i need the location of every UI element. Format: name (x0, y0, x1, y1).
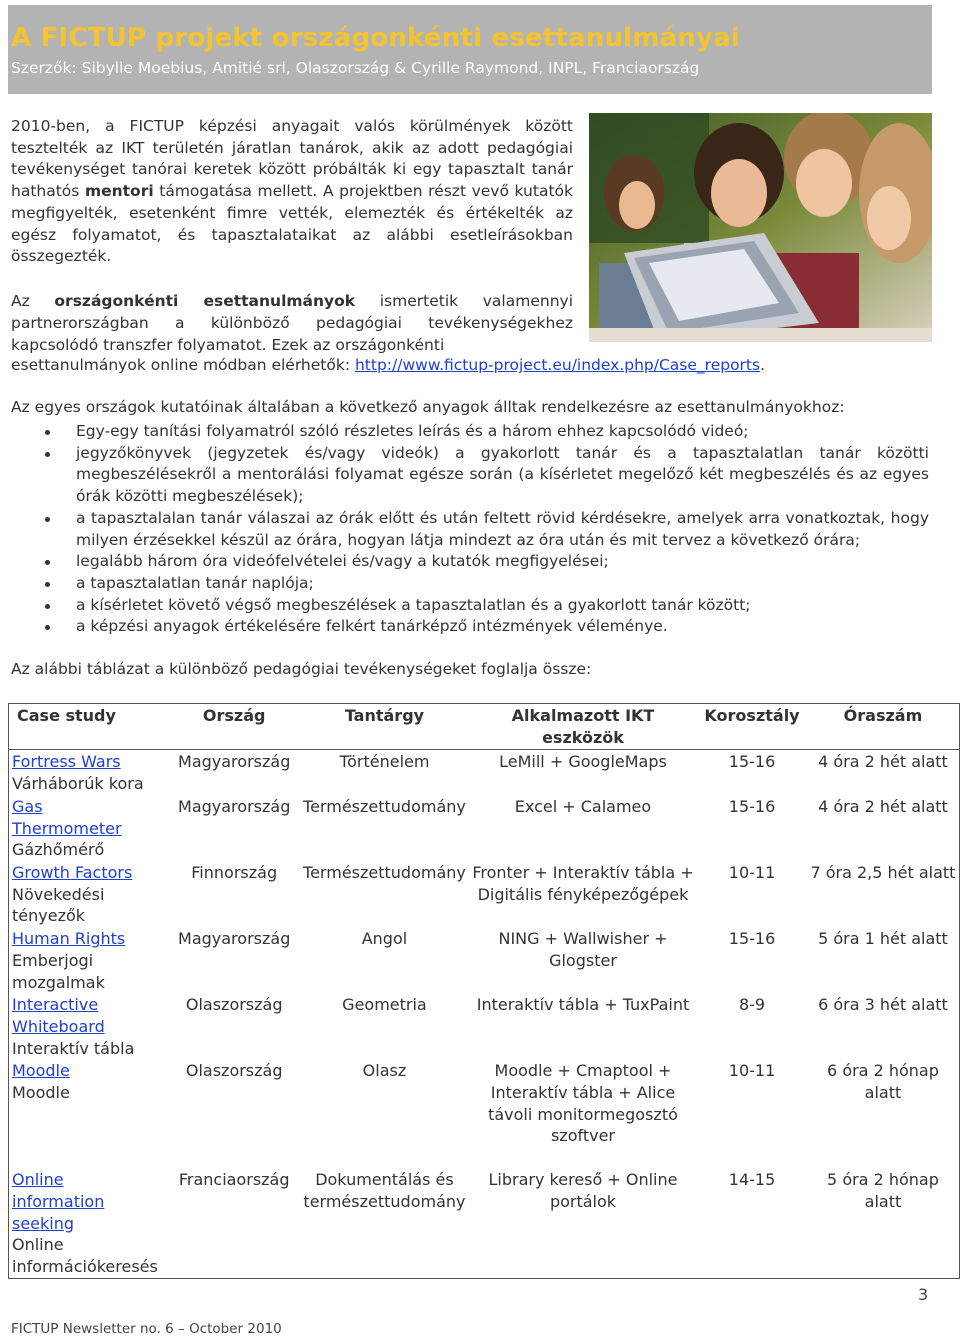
list-item (11, 595, 929, 617)
footer: FICTUP Newsletter no. 6 – October 2010 (11, 1321, 282, 1336)
case-subtitle: Növekedési tényezők (12, 884, 105, 926)
country-cell: Olaszország (185, 1061, 283, 1081)
list-item-text: a képzési anyagok értékelésére felkért tanárképző intézmények véleménye. (76, 617, 668, 636)
intro-text-b: támogatása mellett. A projektben részt vevő kutatók megfigyelték, esetenként fimre vették, elemezték és értékelték az egész folyamatot, és tapasztalataikat az alábbi esetleírásokban összegezték. (11, 182, 573, 266)
hours-cell: 5 óra 2 hónap alatt (827, 1170, 939, 1212)
subject-cell: Olasz (362, 1061, 407, 1081)
case-cell (9, 993, 169, 1059)
country-cell: Olaszország (185, 995, 283, 1015)
link-end: . (760, 356, 766, 374)
list-item (11, 551, 929, 573)
case-subtitle: Moodle (12, 1083, 70, 1103)
list-item (11, 616, 929, 638)
bullet-icon (45, 452, 50, 457)
case-cell (9, 795, 169, 861)
country-cell: Magyarország (178, 929, 291, 949)
hours-cell: 6 óra 3 hét alatt (818, 995, 948, 1015)
hours-cell: 6 óra 2 hónap alatt (827, 1061, 939, 1103)
intro-text-a: 2010-ben, a FICTUP képzési anyagait valós körülmények között tesztelték az IKT területén járatlan tanárok, akik az adott pedagógiai tevékenységet tanórai keretek között próbálták ki egy tapasztalt tanár hathatós (11, 117, 573, 201)
age-cell: 15-16 (728, 796, 776, 816)
age-cell: 8-9 (738, 995, 766, 1015)
bullet-icon (45, 582, 50, 587)
table-row (9, 750, 960, 795)
subject-cell: Történelem (339, 752, 430, 772)
subject-cell: Angol (361, 929, 408, 949)
list-item (11, 508, 929, 551)
tools-cell: Library kereső + Online portálok (488, 1170, 678, 1212)
bullet-icon (45, 625, 50, 630)
materials-list (11, 421, 929, 638)
list-item (11, 421, 929, 443)
header-age: Korosztály (697, 704, 807, 750)
materials-lead: Az egyes országok kutatóinak általában a következő anyagok álltak rendelkezésre az esettanulmányokhoz: (11, 398, 845, 416)
age-cell: 15-16 (728, 929, 776, 949)
header-subject: Tantárgy (300, 704, 469, 750)
case-subtitle: Emberjogi mozgalmak (12, 950, 105, 992)
bullet-icon (45, 560, 50, 565)
case-link[interactable]: Growth Factors (12, 863, 133, 883)
country-cell: Franciaország (178, 1170, 290, 1190)
age-cell: 15-16 (728, 752, 776, 772)
bullet-icon (45, 517, 50, 522)
table-intro: Az alábbi táblázat a különböző pedagógiai tevékenységeket foglalja össze: (11, 660, 592, 678)
list-item-text: jegyzőkönyvek (jegyzetek és/vagy videók) a gyakorlott tanár és a tapasztalatlan tanár közötti megbeszélésekről a mentorálási folyamat egésze során (a kísérletet megelőző két megbeszélés és az egyes órák közötti megbeszélések); (76, 443, 929, 506)
subject-cell: Természettudomány (303, 796, 466, 816)
case-link[interactable]: Human Rights (12, 929, 126, 949)
header-hours: Óraszám (807, 704, 960, 750)
table-header-row (9, 704, 960, 750)
intro-paragraph (11, 116, 573, 268)
header-tools: Alkalmazott IKT eszközök (469, 704, 697, 750)
list-item (11, 573, 929, 595)
header-case-study: Case study (9, 704, 169, 750)
age-cell: 14-15 (728, 1170, 776, 1190)
case-link[interactable]: Gas Thermometer (12, 796, 122, 838)
link-line (11, 356, 765, 374)
authors-line: Szerzők: Sibylle Moebius, Amitié srl, Olaszország & Cyrille Raymond, INPL, Franciaország (11, 59, 700, 77)
case-subtitle: Online információkeresés (12, 1235, 158, 1277)
case-cell (9, 861, 169, 927)
hours-cell: 7 óra 2,5 hét alatt (810, 863, 956, 883)
table-row (9, 1168, 960, 1278)
tools-cell: Fronter + Interaktív tábla + Digitális fényképezőgépek (472, 863, 694, 904)
case-studies-paragraph (11, 290, 573, 356)
subject-cell: Természettudomány (303, 863, 466, 883)
hours-cell: 4 óra 2 hét alatt (818, 752, 948, 772)
case-subtitle: Gázhőmérő (12, 840, 105, 860)
bullet-icon (45, 430, 50, 435)
intro-bold-mentori: mentori (84, 182, 154, 201)
tools-cell: LeMill + GoogleMaps (499, 752, 667, 772)
age-cell: 10-11 (728, 863, 776, 883)
case-subtitle: Interaktív tábla (12, 1038, 135, 1058)
table-row (9, 1059, 960, 1168)
subject-cell: Dokumentálás és természettudomány (303, 1170, 466, 1212)
tools-cell: Excel + Calameo (514, 796, 652, 816)
country-cell: Magyarország (178, 796, 291, 816)
page-title: A FICTUP projekt országonkénti esettanulmányai (11, 23, 741, 53)
list-item (11, 443, 929, 508)
country-cell: Magyarország (178, 752, 291, 772)
cs-text-a: Az (11, 292, 55, 310)
hours-cell: 4 óra 2 hét alatt (818, 796, 948, 816)
case-reports-link[interactable]: http://www.fictup-project.eu/index.php/Case_reports (354, 356, 761, 374)
table-row (9, 993, 960, 1059)
country-cell: Finnország (191, 863, 278, 883)
cs-bold: országonkénti esettanulmányok (54, 292, 356, 310)
link-lead-text: esettanulmányok online módban elérhetők: (11, 356, 355, 374)
list-item-text: a tapasztalalan tanár válaszai az órák előtt és után feltett rövid kérdésekre, amelyek arra vonatkoztak, hogy milyen érzésekkel készül az órára, hogyan látja mindezt az óra után és mit tervez a következő órára; (76, 508, 929, 549)
students-laptop-photo (589, 113, 932, 342)
list-item-text: a tapasztalatlan tanár naplója; (76, 573, 314, 592)
bullet-icon (45, 604, 50, 609)
case-study-table (8, 703, 960, 1279)
page-number: 3 (918, 1285, 929, 1304)
hours-cell: 5 óra 1 hét alatt (818, 929, 948, 949)
header-country: Ország (168, 704, 300, 750)
subject-cell: Geometria (342, 995, 427, 1015)
case-link[interactable]: Interactive Whiteboard (12, 995, 105, 1036)
case-link[interactable]: Fortress Wars (12, 752, 121, 772)
case-link[interactable]: Online information seeking (12, 1170, 105, 1233)
title-banner (8, 5, 932, 94)
case-cell (9, 1059, 169, 1168)
table-row (9, 927, 960, 993)
case-cell (9, 1168, 169, 1278)
tools-cell: NING + Wallwisher + Glogster (498, 929, 668, 970)
case-cell (9, 750, 169, 795)
tools-cell: Interaktív tábla + TuxPaint (476, 995, 690, 1015)
tools-cell: Moodle + Cmaptool + Interaktív tábla + Alice távoli monitormegosztó szoftver (488, 1061, 678, 1146)
list-item-text: Egy-egy tanítási folyamatról szóló részletes leírás és a három ehhez kapcsolódó videó; (76, 422, 749, 440)
list-item-text: a kísérletet követő végső megbeszélések a tapasztalatlan és a gyakorlott tanár között; (76, 595, 751, 614)
case-cell (9, 927, 169, 993)
table-row (9, 795, 960, 861)
list-item-text: legalább három óra videófelvételei és/vagy a kutatók megfigyelései; (76, 552, 609, 571)
age-cell: 10-11 (728, 1061, 776, 1081)
table-row (9, 861, 960, 927)
case-link[interactable]: Moodle (12, 1061, 70, 1081)
cs-text-b: ismertetik valamennyi partnerországban a különböző pedagógiai tevékenységekhez kapcsolódó transzfer folyamatot. Ezek az országonkénti (11, 292, 574, 354)
case-subtitle: Várháborúk kora (12, 774, 144, 794)
